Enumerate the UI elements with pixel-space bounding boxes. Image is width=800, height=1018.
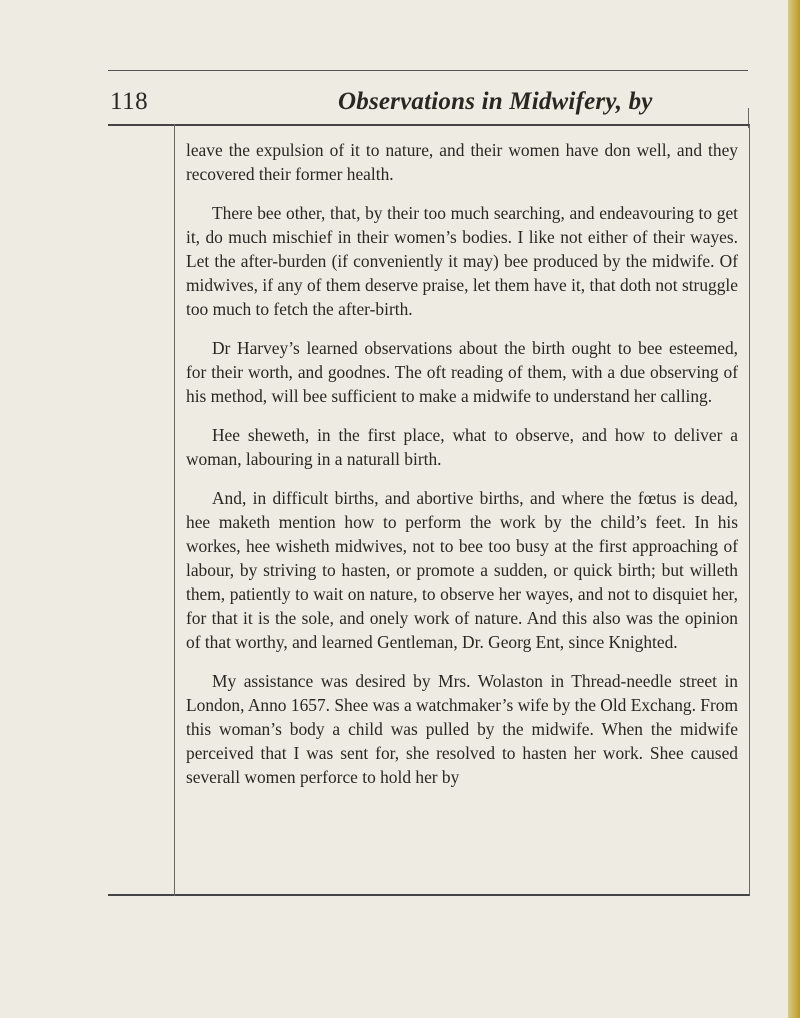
book-edge: [788, 0, 800, 1018]
paragraph: My assistance was desired by Mrs. Wolaston in Thread-needle street in London, Anno 1657. Shee was a watchmaker’s wife by the Old Exchang. From this woman’s body a child was pulled by the midwife. When the midwife perceived that I was sent for, she resolved to hasten her work. Shee caused severall women perforce to hold her by: [186, 671, 738, 787]
paragraph: Hee sheweth, in the first place, what to observe, and how to deliver a woman, labouring in a naturall birth.: [186, 425, 738, 469]
paragraph: leave the expulsion of it to nature, and their women have don well, and they recovered their former health.: [186, 140, 738, 184]
paragraph: Dr Harvey’s learned observations about the birth ought to bee esteemed, for their worth, and goodnes. The oft reading of them, with a due observing of his method, will bee sufficient to make a midwife to understand her calling.: [186, 338, 738, 406]
margin-rule: [174, 124, 175, 896]
running-head: Observations in Midwifery, by: [338, 88, 653, 115]
paragraph: And, in difficult births, and abortive births, and where the fœtus is dead, hee maketh mention how to perform the work by the child’s feet. In his workes, hee wisheth midwives, not to bee too busy at the first approaching of labour, by striving to hasten, or promote a sudden, or quick birth; but willeth them, patiently to wait on nature, to observe her wayes, and not to disquiet her, for that it is the sole, and onely work of nature. And this also was the opinion of that worthy, and learned Gentleman, Dr. Georg Ent, since Knighted.: [186, 488, 738, 652]
top-rule: [108, 70, 748, 71]
paragraph: There bee other, that, by their too much searching, and endeavouring to get it, do much mischief in their women’s bodies. I like not either of their wayes. Let the after-burden (if conveniently it may) bee produced by the midwife. Of midwives, if any of them deserve praise, let them have it, that doth not struggle too much to fetch the after-birth.: [186, 203, 738, 319]
body-text: [186, 138, 738, 804]
page-number: 118: [110, 88, 149, 115]
